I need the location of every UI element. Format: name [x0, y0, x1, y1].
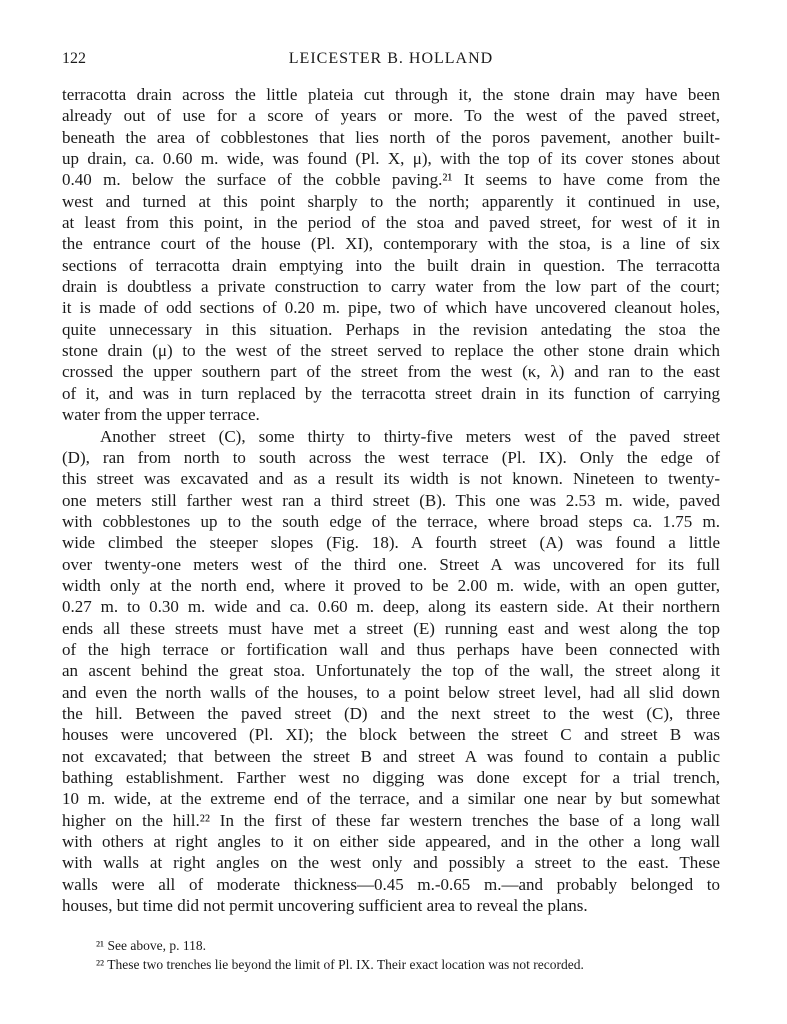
text-line: up drain, ca. 0.60 m. wide, was found (Pl. X, μ), with the top of its cover stones about [62, 149, 720, 169]
text-line: wide climbed the steeper slopes (Fig. 18). A fourth street (A) was found a little [62, 533, 720, 553]
text-line: of it, and was in turn replaced by the terracotta street drain in its function of carrying [62, 383, 720, 403]
text-line: the entrance court of the house (Pl. XI), contemporary with the stoa, is a line of six [62, 234, 720, 254]
footnotes [96, 936, 720, 974]
footnote-21: ²¹ See above, p. 118. [96, 938, 206, 953]
text-line: with others at right angles to it on either side appeared, and in the other a long wall [62, 832, 720, 852]
text-line: it is made of odd sections of 0.20 m. pipe, two of which have uncovered cleanout holes, [62, 298, 720, 318]
text-line: 0.27 m. to 0.30 m. wide and ca. 0.60 m. deep, along its eastern side. At their northern [62, 597, 720, 617]
text-line: over twenty-one meters west of the third one. Street A was uncovered for its full [62, 554, 720, 574]
text-line: bathing establishment. Farther west no digging was done except for a trial trench, [62, 768, 720, 787]
text-line: width only at the north end, where it proved to be 2.00 m. wide, with an open gutter, [62, 575, 720, 595]
text-line: 0.40 m. below the surface of the cobble paving.²¹ It seems to have come from the [62, 170, 720, 190]
body-text [62, 84, 720, 916]
running-head: LEICESTER B. HOLLAND [288, 50, 494, 67]
text-line: with walls at right angles on the west only and possibly a street to the east. These [62, 853, 720, 873]
text-line: ends all these streets must have met a street (E) running east and west along the top [62, 618, 720, 638]
footnote-22: ²² These two trenches lie beyond the limit of Pl. IX. Their exact location was not recorded. [96, 957, 584, 972]
text-line: of the high terrace or fortification wall and thus perhaps have been connected with [62, 639, 720, 659]
text-line: drain is doubtless a private construction to carry water from the low part of the court; [62, 277, 720, 297]
text-line: an ascent behind the great stoa. Unfortunately the top of the wall, the street along it [62, 661, 720, 681]
text-line: the hill. Between the paved street (D) and the next street to the west (C), three [62, 703, 720, 723]
text-line: sections of terracotta drain emptying into the built drain in question. The terracotta [62, 255, 720, 275]
text-line: and even the north walls of the houses, to a point below street level, had all slid down [62, 682, 720, 702]
text-line: houses were uncovered (Pl. XI); the block between the street C and street B was [62, 725, 720, 745]
text-line: (D), ran from north to south across the west terrace (Pl. IX). Only the edge of [62, 447, 720, 467]
paragraph-1 [62, 84, 720, 426]
paragraph-2 [62, 426, 720, 917]
page-header [62, 50, 720, 72]
text-line: at least from this point, in the period of the stoa and paved street, for west of it in [62, 213, 720, 233]
text-line: 10 m. wide, at the extreme end of the terrace, and a similar one near by but somewhat [62, 789, 720, 809]
text-line: this street was excavated and as a result its width is not known. Nineteen to twenty- [62, 469, 720, 489]
page-number: 122 [62, 50, 86, 67]
text-line: already out of use for a score of years or more. To the west of the paved street, [62, 106, 720, 126]
text-line: houses, but time did not permit uncovering sufficient area to reveal the plans. [62, 896, 588, 916]
text-line: terracotta drain across the little plateia cut through it, the stone drain may have been [62, 85, 720, 104]
text-line: with cobblestones up to the south edge of the terrace, where broad steps ca. 1.75 m. [62, 511, 720, 531]
text-line: quite unnecessary in this situation. Perhaps in the revision antedating the stoa the [62, 319, 720, 339]
text-line: walls were all of moderate thickness—0.45 m.-0.65 m.—and probably belonged to [62, 874, 720, 894]
text-line: not excavated; that between the street B and street A was found to contain a public [62, 746, 720, 766]
text-line: one meters still farther west ran a third street (B). This one was 2.53 m. wide, paved [62, 490, 720, 510]
text-line: higher on the hill.²² In the first of these far western trenches the base of a long wall [62, 810, 720, 830]
text-line: Another street (C), some thirty to thirty-five meters west of the paved street [100, 426, 720, 446]
text-line: stone drain (μ) to the west of the street served to replace the other stone drain which [62, 341, 720, 361]
text-line: beneath the area of cobblestones that lies north of the poros pavement, another built- [62, 127, 720, 147]
text-line: crossed the upper southern part of the street from the west (κ, λ) and ran to the east [62, 362, 720, 382]
text-line: west and turned at this point sharply to the north; apparently it continued in use, [62, 191, 720, 211]
text-line: water from the upper terrace. [62, 405, 260, 425]
